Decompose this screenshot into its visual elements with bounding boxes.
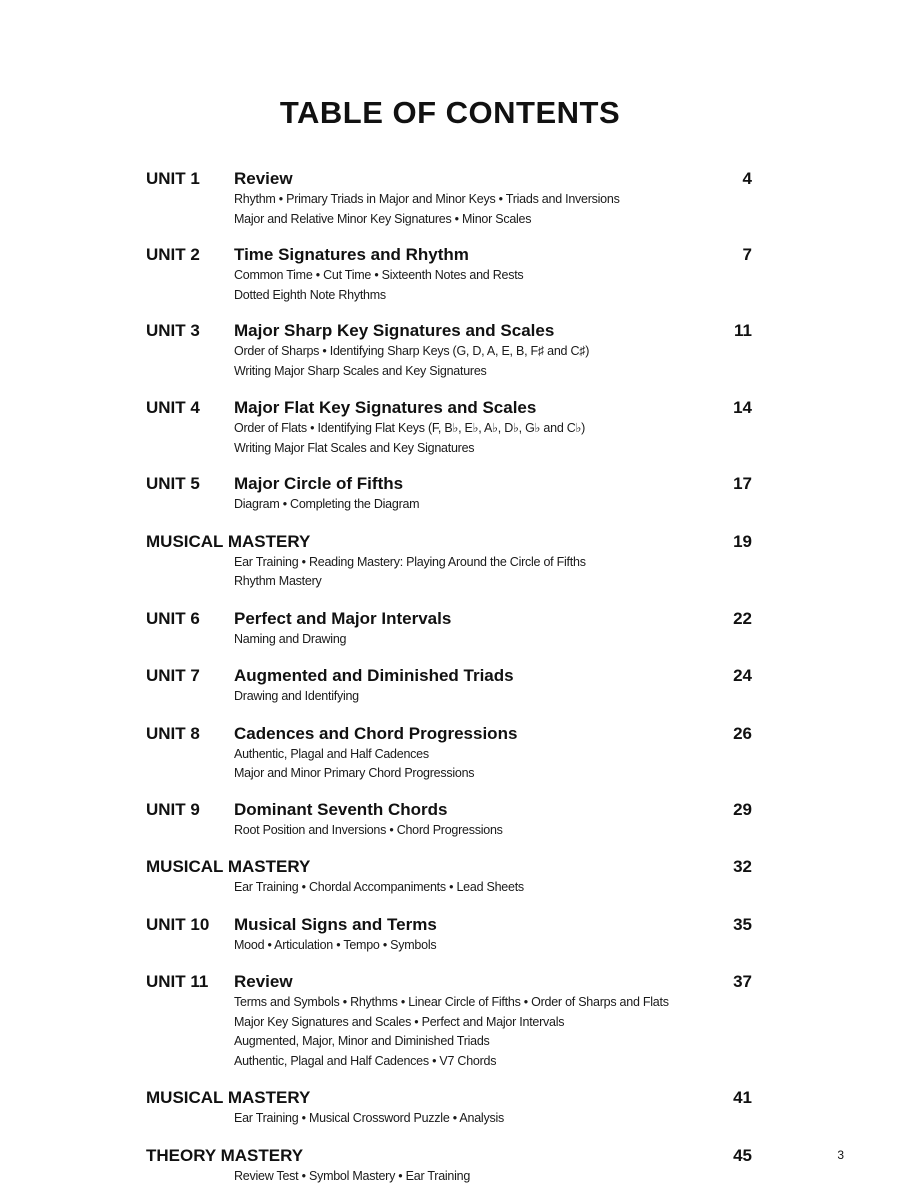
toc-entry-heading-line	[146, 608, 758, 630]
toc-entry-heading-line	[146, 856, 758, 878]
toc-subtopic-line: Ear Training • Reading Mastery: Playing Around the Circle of Fifths	[234, 554, 586, 569]
toc-subtopic-line: Naming and Drawing	[234, 631, 347, 646]
toc-entry-heading-line	[146, 723, 758, 745]
toc-entry	[146, 723, 758, 784]
toc-entry	[146, 244, 758, 305]
toc-subtopic-line: Dotted Eighth Note Rhythms	[234, 287, 386, 302]
toc-entry-subtopics	[234, 419, 758, 458]
toc-entry-page-number: 4	[742, 169, 752, 188]
toc-entry-subtopics	[234, 993, 758, 1071]
toc-entry	[146, 397, 758, 458]
toc-entry-label: UNIT 2	[146, 245, 200, 264]
toc-subtopic-line: Drawing and Identifying	[234, 689, 359, 703]
toc-entry-title: Dominant Seventh Chords	[234, 799, 448, 819]
toc-entry	[146, 1087, 758, 1129]
toc-entry-label: UNIT 10	[146, 914, 210, 934]
toc-subtopic-line: Root Position and Inversions • Chord Progressions	[234, 822, 503, 837]
toc-entry	[146, 971, 758, 1071]
toc-entry-heading-line	[146, 320, 758, 342]
toc-entry-label: UNIT 7	[146, 666, 200, 685]
toc-entry-subtopics	[234, 821, 758, 841]
toc-subtopic-line: Mood • Articulation • Tempo • Symbols	[234, 937, 437, 952]
toc-entry-page-number: 17	[733, 474, 752, 493]
toc-entry	[146, 320, 758, 381]
toc-entry	[146, 799, 758, 841]
toc-entry-title: Musical Signs and Terms	[234, 914, 437, 934]
toc-entry-subtopics	[234, 553, 758, 592]
toc-entry-label: UNIT 5	[146, 474, 200, 493]
toc-entry-page-number: 19	[733, 531, 752, 551]
toc-entry-title: Review	[234, 169, 293, 188]
toc-subtopic-line: Diagram • Completing the Diagram	[234, 497, 420, 511]
toc-entry-heading-line	[146, 397, 758, 419]
toc-entry-label: UNIT 6	[146, 608, 200, 628]
toc-entry-subtopics	[234, 190, 758, 229]
page-title: TABLE OF CONTENTS	[279, 95, 621, 130]
toc-entry-label: UNIT 4	[146, 398, 200, 417]
toc-entry	[146, 856, 758, 898]
toc-entry	[146, 1145, 758, 1187]
toc-subtopic-line: Order of Sharps • Identifying Sharp Keys (G, D, A, E, B, F♯ and C♯)	[234, 344, 590, 358]
toc-entry-page-number: 29	[733, 799, 752, 819]
toc-entry	[146, 665, 758, 707]
toc-entry-subtopics	[234, 936, 758, 956]
toc-subtopic-line: Authentic, Plagal and Half Cadences • V7 Chords	[234, 1053, 497, 1068]
toc-entry-label: UNIT 3	[146, 321, 200, 340]
toc-subtopic-line: Major Key Signatures and Scales • Perfect and Major Intervals	[234, 1014, 565, 1029]
toc-entry-label: MUSICAL MASTERY	[146, 531, 311, 551]
toc-entry-page-number: 14	[733, 398, 752, 417]
toc-entry-label: UNIT 11	[146, 972, 209, 991]
toc-entry-title: Review	[234, 972, 293, 991]
toc-entry	[146, 531, 758, 592]
toc-subtopic-line: Authentic, Plagal and Half Cadences	[234, 746, 429, 761]
toc-entry-page-number: 11	[734, 321, 752, 340]
toc-entry-page-number: 35	[733, 914, 752, 934]
toc-subtopic-line: Writing Major Flat Scales and Key Signatures	[234, 440, 475, 455]
toc-subtopic-line: Review Test • Symbol Mastery • Ear Training	[234, 1168, 471, 1183]
toc-entry	[146, 168, 758, 229]
toc-entry-page-number: 37	[733, 972, 752, 991]
toc-entry-subtopics	[234, 687, 758, 707]
toc-entry-subtopics	[234, 495, 758, 515]
toc-entry-label: MUSICAL MASTERY	[146, 1088, 311, 1107]
toc-entry-subtopics	[234, 342, 758, 381]
toc-entry-label: MUSICAL MASTERY	[146, 857, 311, 876]
toc-entry-heading-line	[146, 531, 758, 553]
toc-entry-label: UNIT 1	[146, 169, 200, 188]
toc-entry-subtopics	[234, 745, 758, 784]
toc-entry-subtopics	[234, 266, 758, 305]
toc-entry-subtopics	[234, 878, 758, 898]
toc-entry-heading-line	[146, 914, 758, 936]
toc-entry-page-number: 7	[742, 245, 752, 264]
toc-entry-title: Cadences and Chord Progressions	[234, 723, 518, 743]
toc-subtopic-line: Rhythm Mastery	[234, 574, 322, 588]
toc-entry	[146, 914, 758, 956]
toc-entry-subtopics	[234, 630, 758, 650]
toc-subtopic-line: Common Time • Cut Time • Sixteenth Notes and Rests	[234, 268, 524, 282]
toc-entry-heading-line	[146, 665, 758, 687]
page-number: 3	[837, 1148, 844, 1162]
toc-subtopic-line: Order of Flats • Identifying Flat Keys (F, B♭, E♭, A♭, D♭, G♭ and C♭)	[234, 421, 586, 435]
toc-entry-page-number: 41	[733, 1088, 752, 1107]
toc-entry-subtopics	[234, 1109, 758, 1129]
toc-subtopic-line: Ear Training • Musical Crossword Puzzle • Analysis	[234, 1111, 504, 1125]
toc-entry-heading-line	[146, 1145, 758, 1167]
toc-subtopic-line: Writing Major Sharp Scales and Key Signatures	[234, 363, 487, 378]
toc-entry-title: Major Circle of Fifths	[234, 474, 404, 493]
toc-entry-title: Perfect and Major Intervals	[234, 608, 452, 628]
toc-subtopic-line: Major and Relative Minor Key Signatures • Minor Scales	[234, 211, 532, 226]
toc-entry-page-number: 26	[733, 723, 752, 743]
toc-subtopic-line: Rhythm • Primary Triads in Major and Minor Keys • Triads and Inversions	[234, 192, 620, 206]
toc-entry-title: Major Sharp Key Signatures and Scales	[234, 321, 555, 340]
toc-entry-heading-line	[146, 971, 758, 993]
toc-entry-heading-line	[146, 473, 758, 495]
toc-entry-heading-line	[146, 799, 758, 821]
toc-entry-subtopics	[234, 1167, 758, 1187]
toc-entry-label: THEORY MASTERY	[146, 1145, 304, 1165]
toc-entry-title: Augmented and Diminished Triads	[234, 666, 514, 685]
toc-entry	[146, 608, 758, 650]
toc-subtopic-line: Terms and Symbols • Rhythms • Linear Circle of Fifths • Order of Sharps and Flats	[234, 995, 669, 1009]
toc-entry-page-number: 45	[733, 1145, 752, 1165]
toc-entry-page-number: 32	[733, 857, 752, 876]
toc-subtopic-line: Augmented, Major, Minor and Diminished Triads	[234, 1034, 490, 1048]
toc-entry-page-number: 22	[733, 608, 752, 628]
toc-list	[146, 152, 758, 1186]
toc-entry	[146, 473, 758, 515]
toc-entry-label: UNIT 9	[146, 799, 200, 819]
toc-entry-title: Time Signatures and Rhythm	[234, 245, 469, 264]
toc-entry-heading-line	[146, 168, 758, 190]
toc-entry-title: Major Flat Key Signatures and Scales	[234, 398, 537, 417]
toc-subtopic-line: Ear Training • Chordal Accompaniments • Lead Sheets	[234, 880, 524, 894]
toc-entry-label: UNIT 8	[146, 723, 200, 743]
toc-subtopic-line: Major and Minor Primary Chord Progressions	[234, 766, 475, 780]
toc-entry-page-number: 24	[733, 666, 752, 685]
toc-entry-heading-line	[146, 1087, 758, 1109]
toc-entry-heading-line	[146, 244, 758, 266]
